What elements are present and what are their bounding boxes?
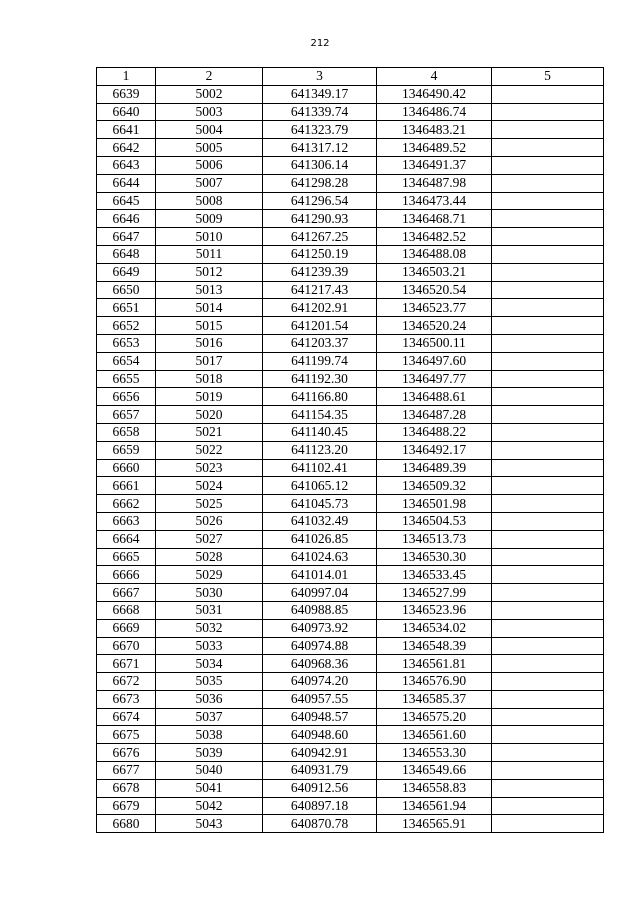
y-coordinate-cell: 1346530.30 xyxy=(377,548,492,566)
note-cell xyxy=(492,619,604,637)
x-coordinate-cell: 641032.49 xyxy=(263,512,377,530)
row-number-cell: 6647 xyxy=(97,228,156,246)
table-row xyxy=(97,584,604,602)
x-coordinate-cell: 641123.20 xyxy=(263,441,377,459)
x-coordinate-cell: 640870.78 xyxy=(263,815,377,833)
row-number-cell: 6675 xyxy=(97,726,156,744)
point-number-cell: 5038 xyxy=(156,726,263,744)
x-coordinate-cell: 640997.04 xyxy=(263,584,377,602)
row-number-cell: 6664 xyxy=(97,530,156,548)
x-coordinate-cell: 641102.41 xyxy=(263,459,377,477)
table-row xyxy=(97,334,604,352)
row-number-cell: 6669 xyxy=(97,619,156,637)
table-row xyxy=(97,352,604,370)
point-number-cell: 5017 xyxy=(156,352,263,370)
y-coordinate-cell: 1346490.42 xyxy=(377,85,492,103)
x-coordinate-cell: 641203.37 xyxy=(263,334,377,352)
note-cell xyxy=(492,245,604,263)
point-number-cell: 5018 xyxy=(156,370,263,388)
note-cell xyxy=(492,673,604,691)
note-cell xyxy=(492,477,604,495)
note-cell xyxy=(492,512,604,530)
table-row xyxy=(97,317,604,335)
point-number-cell: 5032 xyxy=(156,619,263,637)
x-coordinate-cell: 641201.54 xyxy=(263,317,377,335)
table-row xyxy=(97,263,604,281)
column-header-1: 1 xyxy=(97,68,156,86)
note-cell xyxy=(492,637,604,655)
table-row xyxy=(97,156,604,174)
table-row xyxy=(97,530,604,548)
note-cell xyxy=(492,762,604,780)
y-coordinate-cell: 1346561.94 xyxy=(377,797,492,815)
x-coordinate-cell: 641026.85 xyxy=(263,530,377,548)
row-number-cell: 6661 xyxy=(97,477,156,495)
y-coordinate-cell: 1346488.61 xyxy=(377,388,492,406)
point-number-cell: 5015 xyxy=(156,317,263,335)
note-cell xyxy=(492,406,604,424)
point-number-cell: 5034 xyxy=(156,655,263,673)
point-number-cell: 5031 xyxy=(156,601,263,619)
point-number-cell: 5005 xyxy=(156,139,263,157)
row-number-cell: 6670 xyxy=(97,637,156,655)
table-row xyxy=(97,459,604,477)
y-coordinate-cell: 1346575.20 xyxy=(377,708,492,726)
y-coordinate-cell: 1346585.37 xyxy=(377,690,492,708)
coordinates-table xyxy=(96,67,604,833)
x-coordinate-cell: 641323.79 xyxy=(263,121,377,139)
row-number-cell: 6676 xyxy=(97,744,156,762)
y-coordinate-cell: 1346488.22 xyxy=(377,423,492,441)
note-cell xyxy=(492,85,604,103)
table-row xyxy=(97,708,604,726)
row-number-cell: 6668 xyxy=(97,601,156,619)
table-row xyxy=(97,103,604,121)
y-coordinate-cell: 1346561.60 xyxy=(377,726,492,744)
x-coordinate-cell: 641045.73 xyxy=(263,495,377,513)
x-coordinate-cell: 641217.43 xyxy=(263,281,377,299)
note-cell xyxy=(492,228,604,246)
row-number-cell: 6639 xyxy=(97,85,156,103)
note-cell xyxy=(492,744,604,762)
point-number-cell: 5033 xyxy=(156,637,263,655)
x-coordinate-cell: 640942.91 xyxy=(263,744,377,762)
point-number-cell: 5022 xyxy=(156,441,263,459)
y-coordinate-cell: 1346549.66 xyxy=(377,762,492,780)
point-number-cell: 5023 xyxy=(156,459,263,477)
table-row xyxy=(97,619,604,637)
row-number-cell: 6679 xyxy=(97,797,156,815)
note-cell xyxy=(492,210,604,228)
x-coordinate-cell: 641014.01 xyxy=(263,566,377,584)
table-header xyxy=(97,68,604,86)
x-coordinate-cell: 641192.30 xyxy=(263,370,377,388)
point-number-cell: 5037 xyxy=(156,708,263,726)
table-row xyxy=(97,815,604,833)
point-number-cell: 5019 xyxy=(156,388,263,406)
row-number-cell: 6646 xyxy=(97,210,156,228)
y-coordinate-cell: 1346489.39 xyxy=(377,459,492,477)
row-number-cell: 6643 xyxy=(97,156,156,174)
row-number-cell: 6662 xyxy=(97,495,156,513)
y-coordinate-cell: 1346497.60 xyxy=(377,352,492,370)
y-coordinate-cell: 1346520.24 xyxy=(377,317,492,335)
table-row xyxy=(97,281,604,299)
note-cell xyxy=(492,584,604,602)
table-row xyxy=(97,495,604,513)
note-cell xyxy=(492,334,604,352)
point-number-cell: 5006 xyxy=(156,156,263,174)
point-number-cell: 5020 xyxy=(156,406,263,424)
x-coordinate-cell: 640948.57 xyxy=(263,708,377,726)
row-number-cell: 6659 xyxy=(97,441,156,459)
column-header-4: 4 xyxy=(377,68,492,86)
y-coordinate-cell: 1346565.91 xyxy=(377,815,492,833)
y-coordinate-cell: 1346468.71 xyxy=(377,210,492,228)
y-coordinate-cell: 1346482.52 xyxy=(377,228,492,246)
y-coordinate-cell: 1346533.45 xyxy=(377,566,492,584)
note-cell xyxy=(492,495,604,513)
y-coordinate-cell: 1346523.77 xyxy=(377,299,492,317)
x-coordinate-cell: 641166.80 xyxy=(263,388,377,406)
note-cell xyxy=(492,601,604,619)
table-row xyxy=(97,121,604,139)
x-coordinate-cell: 640912.56 xyxy=(263,779,377,797)
note-cell xyxy=(492,139,604,157)
table-row xyxy=(97,228,604,246)
table-row xyxy=(97,299,604,317)
note-cell xyxy=(492,655,604,673)
x-coordinate-cell: 641202.91 xyxy=(263,299,377,317)
point-number-cell: 5036 xyxy=(156,690,263,708)
y-coordinate-cell: 1346534.02 xyxy=(377,619,492,637)
row-number-cell: 6652 xyxy=(97,317,156,335)
x-coordinate-cell: 640973.92 xyxy=(263,619,377,637)
row-number-cell: 6644 xyxy=(97,174,156,192)
x-coordinate-cell: 640948.60 xyxy=(263,726,377,744)
row-number-cell: 6657 xyxy=(97,406,156,424)
note-cell xyxy=(492,690,604,708)
note-cell xyxy=(492,263,604,281)
table-row xyxy=(97,139,604,157)
point-number-cell: 5004 xyxy=(156,121,263,139)
y-coordinate-cell: 1346558.83 xyxy=(377,779,492,797)
table-row xyxy=(97,744,604,762)
table-row xyxy=(97,566,604,584)
y-coordinate-cell: 1346576.90 xyxy=(377,673,492,691)
note-cell xyxy=(492,566,604,584)
row-number-cell: 6658 xyxy=(97,423,156,441)
x-coordinate-cell: 641296.54 xyxy=(263,192,377,210)
x-coordinate-cell: 641250.19 xyxy=(263,245,377,263)
point-number-cell: 5008 xyxy=(156,192,263,210)
y-coordinate-cell: 1346500.11 xyxy=(377,334,492,352)
x-coordinate-cell: 641298.28 xyxy=(263,174,377,192)
note-cell xyxy=(492,548,604,566)
point-number-cell: 5040 xyxy=(156,762,263,780)
x-coordinate-cell: 641140.45 xyxy=(263,423,377,441)
point-number-cell: 5016 xyxy=(156,334,263,352)
point-number-cell: 5025 xyxy=(156,495,263,513)
point-number-cell: 5014 xyxy=(156,299,263,317)
note-cell xyxy=(492,174,604,192)
y-coordinate-cell: 1346561.81 xyxy=(377,655,492,673)
y-coordinate-cell: 1346523.96 xyxy=(377,601,492,619)
table-row xyxy=(97,797,604,815)
x-coordinate-cell: 640957.55 xyxy=(263,690,377,708)
point-number-cell: 5011 xyxy=(156,245,263,263)
point-number-cell: 5029 xyxy=(156,566,263,584)
x-coordinate-cell: 641267.25 xyxy=(263,228,377,246)
row-number-cell: 6655 xyxy=(97,370,156,388)
table-row xyxy=(97,423,604,441)
row-number-cell: 6656 xyxy=(97,388,156,406)
point-number-cell: 5007 xyxy=(156,174,263,192)
row-number-cell: 6651 xyxy=(97,299,156,317)
table-row xyxy=(97,174,604,192)
table-row xyxy=(97,210,604,228)
point-number-cell: 5010 xyxy=(156,228,263,246)
row-number-cell: 6678 xyxy=(97,779,156,797)
note-cell xyxy=(492,103,604,121)
table-row xyxy=(97,690,604,708)
row-number-cell: 6642 xyxy=(97,139,156,157)
x-coordinate-cell: 641349.17 xyxy=(263,85,377,103)
note-cell xyxy=(492,352,604,370)
note-cell xyxy=(492,423,604,441)
x-coordinate-cell: 640897.18 xyxy=(263,797,377,815)
table-row xyxy=(97,673,604,691)
x-coordinate-cell: 641065.12 xyxy=(263,477,377,495)
y-coordinate-cell: 1346527.99 xyxy=(377,584,492,602)
x-coordinate-cell: 641024.63 xyxy=(263,548,377,566)
x-coordinate-cell: 641290.93 xyxy=(263,210,377,228)
note-cell xyxy=(492,441,604,459)
table-body xyxy=(97,85,604,832)
table-row xyxy=(97,85,604,103)
table-row xyxy=(97,779,604,797)
y-coordinate-cell: 1346553.30 xyxy=(377,744,492,762)
point-number-cell: 5043 xyxy=(156,815,263,833)
table-row xyxy=(97,477,604,495)
y-coordinate-cell: 1346488.08 xyxy=(377,245,492,263)
point-number-cell: 5009 xyxy=(156,210,263,228)
page-number: 212 xyxy=(310,38,330,49)
point-number-cell: 5012 xyxy=(156,263,263,281)
y-coordinate-cell: 1346509.32 xyxy=(377,477,492,495)
row-number-cell: 6660 xyxy=(97,459,156,477)
row-number-cell: 6654 xyxy=(97,352,156,370)
point-number-cell: 5027 xyxy=(156,530,263,548)
table-row xyxy=(97,441,604,459)
point-number-cell: 5041 xyxy=(156,779,263,797)
point-number-cell: 5030 xyxy=(156,584,263,602)
note-cell xyxy=(492,779,604,797)
point-number-cell: 5013 xyxy=(156,281,263,299)
note-cell xyxy=(492,815,604,833)
y-coordinate-cell: 1346487.28 xyxy=(377,406,492,424)
note-cell xyxy=(492,459,604,477)
y-coordinate-cell: 1346487.98 xyxy=(377,174,492,192)
y-coordinate-cell: 1346486.74 xyxy=(377,103,492,121)
row-number-cell: 6667 xyxy=(97,584,156,602)
point-number-cell: 5035 xyxy=(156,673,263,691)
point-number-cell: 5003 xyxy=(156,103,263,121)
note-cell xyxy=(492,530,604,548)
row-number-cell: 6641 xyxy=(97,121,156,139)
point-number-cell: 5002 xyxy=(156,85,263,103)
table-row xyxy=(97,726,604,744)
x-coordinate-cell: 640974.88 xyxy=(263,637,377,655)
row-number-cell: 6671 xyxy=(97,655,156,673)
table-row xyxy=(97,601,604,619)
y-coordinate-cell: 1346520.54 xyxy=(377,281,492,299)
table-row xyxy=(97,762,604,780)
row-number-cell: 6680 xyxy=(97,815,156,833)
y-coordinate-cell: 1346492.17 xyxy=(377,441,492,459)
note-cell xyxy=(492,156,604,174)
x-coordinate-cell: 641339.74 xyxy=(263,103,377,121)
column-header-5: 5 xyxy=(492,68,604,86)
note-cell xyxy=(492,281,604,299)
y-coordinate-cell: 1346501.98 xyxy=(377,495,492,513)
row-number-cell: 6649 xyxy=(97,263,156,281)
table-row xyxy=(97,512,604,530)
x-coordinate-cell: 641317.12 xyxy=(263,139,377,157)
row-number-cell: 6673 xyxy=(97,690,156,708)
point-number-cell: 5028 xyxy=(156,548,263,566)
column-header-3: 3 xyxy=(263,68,377,86)
x-coordinate-cell: 641239.39 xyxy=(263,263,377,281)
x-coordinate-cell: 641199.74 xyxy=(263,352,377,370)
row-number-cell: 6672 xyxy=(97,673,156,691)
note-cell xyxy=(492,708,604,726)
row-number-cell: 6650 xyxy=(97,281,156,299)
row-number-cell: 6640 xyxy=(97,103,156,121)
row-number-cell: 6648 xyxy=(97,245,156,263)
y-coordinate-cell: 1346497.77 xyxy=(377,370,492,388)
x-coordinate-cell: 640974.20 xyxy=(263,673,377,691)
row-number-cell: 6665 xyxy=(97,548,156,566)
point-number-cell: 5042 xyxy=(156,797,263,815)
point-number-cell: 5021 xyxy=(156,423,263,441)
point-number-cell: 5026 xyxy=(156,512,263,530)
x-coordinate-cell: 641306.14 xyxy=(263,156,377,174)
row-number-cell: 6666 xyxy=(97,566,156,584)
row-number-cell: 6677 xyxy=(97,762,156,780)
table-row xyxy=(97,406,604,424)
table-row xyxy=(97,192,604,210)
note-cell xyxy=(492,317,604,335)
table-row xyxy=(97,637,604,655)
y-coordinate-cell: 1346483.21 xyxy=(377,121,492,139)
point-number-cell: 5024 xyxy=(156,477,263,495)
row-number-cell: 6645 xyxy=(97,192,156,210)
y-coordinate-cell: 1346548.39 xyxy=(377,637,492,655)
x-coordinate-cell: 640931.79 xyxy=(263,762,377,780)
row-number-cell: 6653 xyxy=(97,334,156,352)
note-cell xyxy=(492,192,604,210)
x-coordinate-cell: 640988.85 xyxy=(263,601,377,619)
note-cell xyxy=(492,299,604,317)
y-coordinate-cell: 1346504.53 xyxy=(377,512,492,530)
note-cell xyxy=(492,388,604,406)
header-row xyxy=(97,68,604,86)
y-coordinate-cell: 1346513.73 xyxy=(377,530,492,548)
table-row xyxy=(97,388,604,406)
x-coordinate-cell: 641154.35 xyxy=(263,406,377,424)
note-cell xyxy=(492,121,604,139)
note-cell xyxy=(492,370,604,388)
column-header-2: 2 xyxy=(156,68,263,86)
row-number-cell: 6674 xyxy=(97,708,156,726)
point-number-cell: 5039 xyxy=(156,744,263,762)
x-coordinate-cell: 640968.36 xyxy=(263,655,377,673)
table-row xyxy=(97,370,604,388)
note-cell xyxy=(492,797,604,815)
y-coordinate-cell: 1346473.44 xyxy=(377,192,492,210)
note-cell xyxy=(492,726,604,744)
y-coordinate-cell: 1346491.37 xyxy=(377,156,492,174)
table-row xyxy=(97,655,604,673)
row-number-cell: 6663 xyxy=(97,512,156,530)
table-row xyxy=(97,548,604,566)
y-coordinate-cell: 1346489.52 xyxy=(377,139,492,157)
table-row xyxy=(97,245,604,263)
y-coordinate-cell: 1346503.21 xyxy=(377,263,492,281)
